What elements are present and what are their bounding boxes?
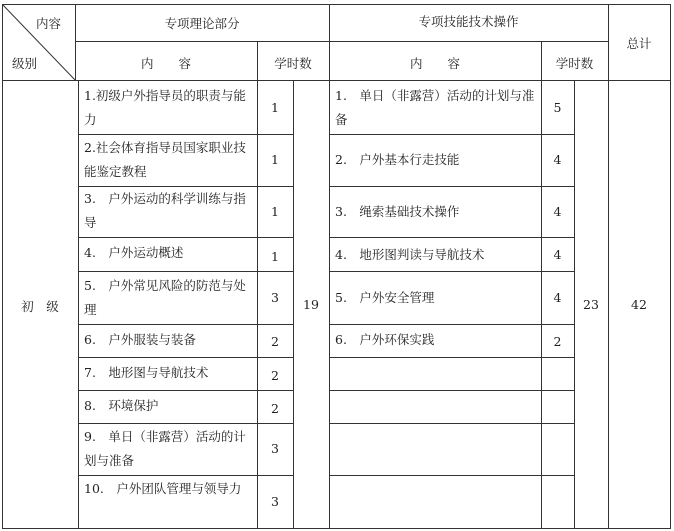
theory-item-10: 10. 户外团队管理与领导力 bbox=[84, 481, 242, 496]
skill-row-line bbox=[329, 134, 574, 135]
level-col-line bbox=[78, 80, 79, 529]
skill-content-header: 内 容 bbox=[409, 56, 460, 71]
skill-hours-1: 5 bbox=[553, 100, 562, 115]
theory-hours-header: 学时数 bbox=[274, 56, 312, 71]
theory-hours-1: 1 bbox=[271, 100, 279, 115]
theory-hours-4: 1 bbox=[271, 249, 279, 264]
theory-item-4: 4. 户外运动概述 bbox=[84, 245, 184, 260]
skill-item-5: 5. 户外安全管理 bbox=[335, 290, 435, 305]
header-bottom-line bbox=[2, 80, 671, 81]
theory-row-line bbox=[78, 271, 293, 272]
border-right bbox=[670, 4, 671, 529]
theory-hours-2: 1 bbox=[271, 152, 279, 167]
theory-item-9: 9. 单日（非露营）活动的计划与准备 bbox=[84, 429, 246, 468]
theory-hours-8: 2 bbox=[271, 401, 279, 416]
skill-subtotal: 23 bbox=[583, 297, 599, 312]
header-mid-line bbox=[75, 41, 608, 42]
border-left bbox=[2, 4, 3, 529]
theory-row-line bbox=[78, 324, 293, 325]
skill-item-1: 1. 单日（非露营）活动的计划与准备 bbox=[335, 88, 535, 127]
skill-row-line bbox=[329, 475, 574, 476]
total-title: 总计 bbox=[626, 36, 652, 51]
theory-item-3: 3. 户外运动的科学训练与指导 bbox=[84, 191, 246, 230]
skill-item-6: 6. 户外环保实践 bbox=[335, 332, 435, 347]
skill-hours-4: 4 bbox=[553, 247, 562, 262]
corner-top-label: 内容 bbox=[36, 16, 62, 31]
theory-subtotal: 19 bbox=[303, 297, 319, 312]
theory-hours-7: 2 bbox=[271, 368, 279, 383]
theory-hours-9: 3 bbox=[271, 441, 279, 456]
theory-hours-5: 3 bbox=[271, 290, 279, 305]
theory-row-line bbox=[78, 423, 293, 424]
theory-hours-3: 1 bbox=[271, 204, 279, 219]
skill-item-3: 3. 绳索基础技术操作 bbox=[335, 204, 460, 219]
border-bottom bbox=[2, 528, 671, 529]
corner-bottom-label: 级别 bbox=[12, 56, 38, 71]
theory-content-header: 内 容 bbox=[140, 56, 191, 71]
section-divider-line bbox=[329, 4, 330, 529]
skill-row-line bbox=[329, 186, 574, 187]
theory-row-line bbox=[78, 357, 293, 358]
theory-row-line bbox=[78, 134, 293, 135]
theory-item-1: 1.初级户外指导员的职责与能力 bbox=[84, 88, 246, 127]
theory-item-7: 7. 地形图与导航技术 bbox=[84, 365, 209, 380]
grand-total: 42 bbox=[631, 297, 647, 312]
skill-section-title: 专项技能技术操作 bbox=[418, 14, 519, 29]
skill-item-4: 4. 地形图判读与导航技术 bbox=[335, 247, 485, 262]
theory-section-title: 专项理论部分 bbox=[164, 16, 240, 31]
skill-row-line bbox=[329, 390, 574, 391]
theory-item-5: 5. 户外常见风险的防范与处理 bbox=[84, 278, 246, 317]
skill-row-line bbox=[329, 324, 574, 325]
theory-item-8: 8. 环境保护 bbox=[84, 398, 159, 413]
skill-hours-6: 2 bbox=[553, 334, 562, 349]
total-col-line bbox=[608, 4, 609, 529]
theory-row-line bbox=[78, 237, 293, 238]
theory-row-line bbox=[78, 475, 293, 476]
theory-row-line bbox=[78, 390, 293, 391]
border-top bbox=[2, 4, 671, 5]
theory-item-2: 2.社会体育指导员国家职业技能鉴定教程 bbox=[84, 140, 246, 179]
skill-row-line bbox=[329, 357, 574, 358]
skill-hours-5: 4 bbox=[553, 290, 562, 305]
skill-hours-2: 4 bbox=[553, 152, 562, 167]
skill-row-line bbox=[329, 237, 574, 238]
skill-row-line bbox=[329, 423, 574, 424]
skill-hours-header: 学时数 bbox=[555, 56, 594, 71]
skill-hours-3: 4 bbox=[553, 204, 562, 219]
skill-row-line bbox=[329, 271, 574, 272]
skill-item-2: 2. 户外基本行走技能 bbox=[335, 152, 460, 167]
theory-hours-6: 2 bbox=[271, 334, 279, 349]
theory-hours-10: 3 bbox=[271, 494, 279, 509]
level-label: 初 级 bbox=[21, 299, 59, 314]
theory-item-6: 6. 户外服装与装备 bbox=[84, 332, 196, 347]
